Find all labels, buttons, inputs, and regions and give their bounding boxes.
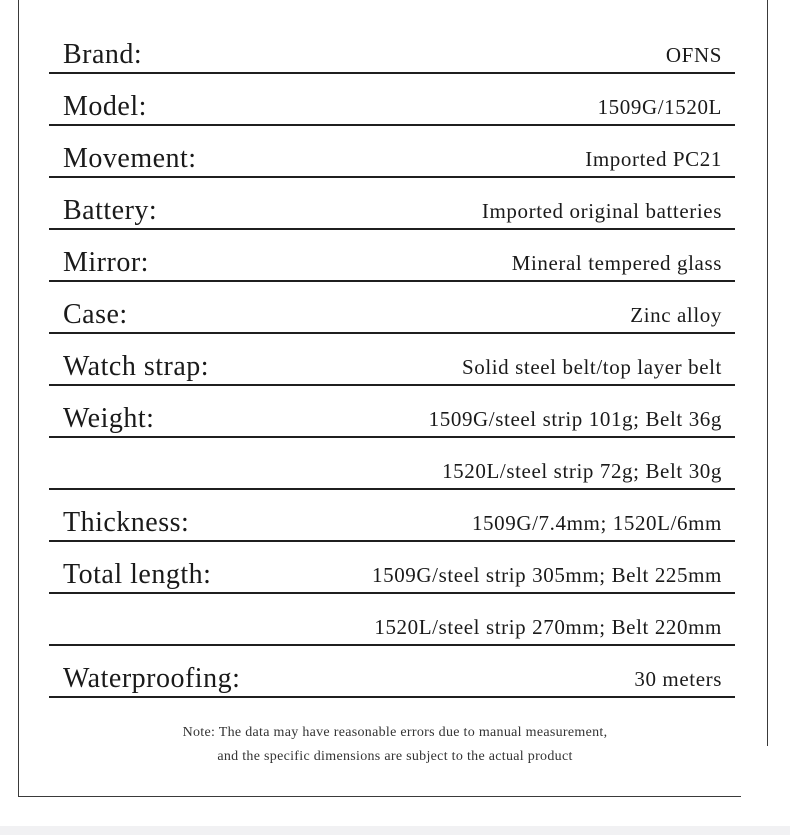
spec-label-total-length: Total length: (63, 559, 212, 590)
spec-value-battery: Imported original batteries (481, 199, 722, 223)
spec-row-model (49, 78, 735, 126)
frame-bottom-border (18, 796, 741, 797)
spec-value-brand: OFNS (665, 43, 722, 67)
row-divider (49, 488, 735, 490)
spec-label-weight: Weight: (63, 403, 155, 434)
spec-label-brand: Brand: (63, 39, 143, 70)
row-divider (49, 124, 735, 126)
frame-left-border (18, 0, 19, 797)
spec-row-watch-strap (49, 338, 735, 386)
spec-value-movement: Imported PC21 (585, 147, 722, 171)
spec-row-thickness (49, 494, 735, 542)
spec-value-thickness: 1509G/7.4mm; 1520L/6mm (471, 511, 722, 535)
spec-row-weight-continued (49, 442, 735, 490)
spec-row-mirror (49, 234, 735, 282)
spec-label-thickness: Thickness: (63, 507, 190, 538)
spec-row-battery (49, 182, 735, 230)
spec-value-weight-2: 1520L/steel strip 72g; Belt 30g (442, 459, 722, 483)
spec-row-brand (49, 26, 735, 74)
spec-row-waterproofing (49, 650, 735, 698)
measurement-note-line-2: and the specific dimensions are subject to the actual product (217, 749, 573, 764)
spec-label-case: Case: (63, 299, 128, 330)
spec-label-model: Model: (63, 91, 147, 122)
spec-label-waterproofing: Waterproofing: (63, 663, 241, 694)
spec-value-model: 1509G/1520L (597, 95, 722, 119)
spec-label-mirror: Mirror: (63, 247, 149, 278)
row-divider (49, 280, 735, 282)
spec-row-total-length-continued (49, 598, 735, 646)
spec-label-battery: Battery: (63, 195, 158, 226)
row-divider (49, 696, 735, 698)
row-divider (49, 332, 735, 334)
frame-right-border (767, 0, 768, 746)
row-divider (49, 436, 735, 438)
row-divider (49, 228, 735, 230)
row-divider (49, 176, 735, 178)
row-divider (49, 644, 735, 646)
spec-value-watch-strap: Solid steel belt/top layer belt (461, 355, 722, 379)
spec-row-total-length (49, 546, 735, 594)
spec-label-watch-strap: Watch strap: (63, 351, 210, 382)
bottom-band (0, 826, 790, 835)
spec-value-total-length-2: 1520L/steel strip 270mm; Belt 220mm (374, 615, 722, 639)
spec-value-total-length: 1509G/steel strip 305mm; Belt 225mm (372, 563, 722, 587)
spec-value-weight: 1509G/steel strip 101g; Belt 36g (428, 407, 722, 431)
measurement-note-line-1: Note: The data may have reasonable errors due to manual measurement, (182, 725, 608, 740)
spec-value-mirror: Mineral tempered glass (511, 251, 722, 275)
row-divider (49, 592, 735, 594)
row-divider (49, 384, 735, 386)
spec-value-waterproofing: 30 meters (634, 667, 722, 691)
spec-label-movement: Movement: (63, 143, 197, 174)
spec-row-case (49, 286, 735, 334)
row-divider (49, 72, 735, 74)
spec-row-weight (49, 390, 735, 438)
row-divider (49, 540, 735, 542)
spec-row-movement (49, 130, 735, 178)
spec-value-case: Zinc alloy (630, 303, 722, 327)
